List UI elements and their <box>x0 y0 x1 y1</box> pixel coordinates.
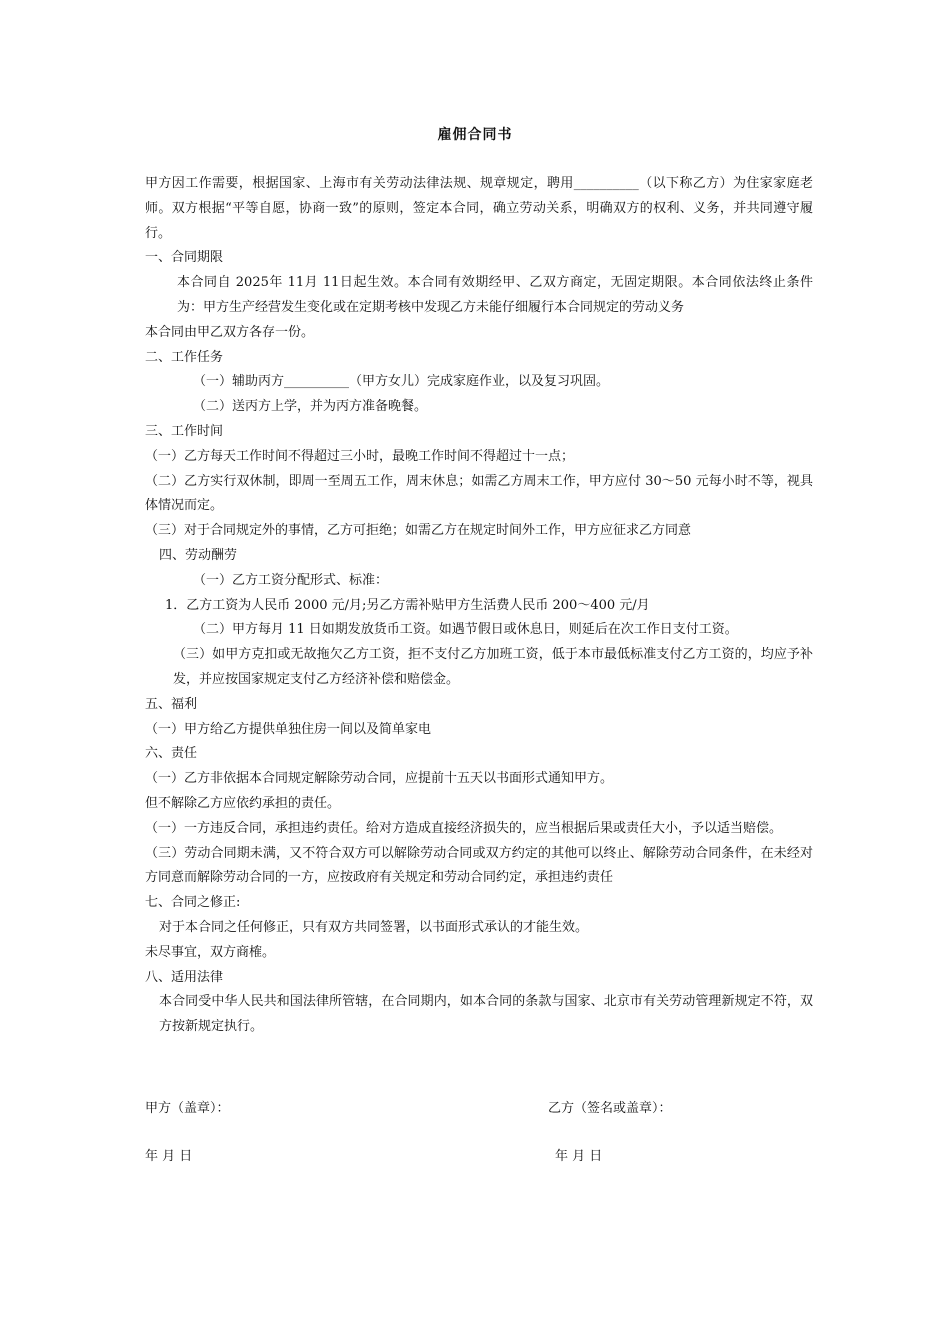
section-7-clause: 未尽事宜，双方商榷。 <box>145 944 276 960</box>
section-3-heading: 三、工作时间 <box>145 423 224 439</box>
section-4-heading: 四、劳动酬劳 <box>159 547 238 563</box>
section-4-clause: （二）甲方每月 11 日如期发放货币工资。如遇节假日或休息日，则延后在次工作日支付工资。 <box>193 622 738 638</box>
party-a-date: 年 月 日 <box>145 1149 193 1164</box>
section-3-clause: （二）乙方实行双休制，即周一至周五工作，周末休息；如需乙方周末工作，甲方应付 30～50 元每小时不等，视具体情况而定。 <box>145 473 813 514</box>
section-7-clause: 对于本合同之任何修正，只有双方共同签署，以书面形式承认的才能生效。 <box>159 919 589 935</box>
section-6-heading: 六、责任 <box>145 746 198 762</box>
section-1-paragraph: 本合同由甲乙双方各存一份。 <box>145 324 315 340</box>
section-8-heading: 八、适用法律 <box>145 969 224 985</box>
section-2-clause: （二）送丙方上学，并为丙方准备晚餐。 <box>193 399 428 415</box>
section-4-clause: 1．乙方工资为人民币 2000 元/月;另乙方需补贴甲方生活费人民币 200～400 元/月 <box>165 597 650 613</box>
party-a-seal-label: 甲方（盖章）： <box>145 1101 230 1116</box>
section-6-clause: （三）劳动合同期未满，又不符合双方可以解除劳动合同或双方约定的其他可以终止、解除劳动合同条件，在未经对方同意而解除劳动合同的一方，应按政府有关规定和劳动合同约定，承担违约责任 <box>145 845 813 886</box>
section-6-clause: （一）乙方非依据本合同规定解除劳动合同，应提前十五天以书面形式通知甲方。 <box>145 771 614 787</box>
section-5-clause: （一）甲方给乙方提供单独住房一间以及简单家电 <box>145 721 432 737</box>
section-4-clause: （一）乙方工资分配形式、标准： <box>193 572 389 588</box>
section-4-clause: （三）如甲方克扣或无故拖欠乙方工资，拒不支付乙方加班工资，低于本市最低标准支付乙方工资的，均应予补发，并应按国家规定支付乙方经济补偿和赔偿金。 <box>173 647 813 687</box>
section-1-paragraph: 本合同自 2025年 11月 11日起生效。本合同有效期经甲、乙双方商定，无固定期限。本合同依法终止条件为：甲方生产经营发生变化或在定期考核中发现乙方未能仔细履行本合同规定的劳动义务 <box>177 275 813 315</box>
section-8-clause: 本合同受中华人民共和国法律所管辖，在合同期内，如本合同的条款与国家、北京市有关劳动管理新规定不符，双方按新规定执行。 <box>159 994 813 1035</box>
section-2-clause: （一）辅助丙方__________（甲方女儿）完成家庭作业，以及复习巩固。 <box>193 374 610 390</box>
section-7-heading: 七、合同之修正: <box>145 895 241 911</box>
intro-paragraph: 甲方因工作需要，根据国家、上海市有关劳动法律法规、规章规定，聘用__________（以下称乙方）为住家家庭老师。双方根据“平等自愿，协商一致”的原则，签定本合同，确立劳动关系，明确双方的权利、义务，并共同遵守履行。 <box>145 176 813 241</box>
section-6-clause: （一）一方违反合同，承担违约责任。给对方造成直接经济损失的，应当根据后果或责任大小，予以适当赔偿。 <box>145 820 783 836</box>
party-b-signature-label: 乙方（签名或盖章）： <box>548 1101 672 1116</box>
section-2-heading: 二、工作任务 <box>145 349 224 365</box>
section-5-heading: 五、福利 <box>145 696 198 712</box>
document-title: 雇佣合同书 <box>437 127 513 143</box>
section-3-clause: （一）乙方每天工作时间不得超过三小时，最晚工作时间不得超过十一点； <box>145 448 575 464</box>
contract-body <box>145 172 813 1040</box>
section-1-heading: 一、合同期限 <box>145 250 224 266</box>
section-3-clause: （三）对于合同规定外的事情，乙方可拒绝；如需乙方在规定时间外工作，甲方应征求乙方同意 <box>145 523 692 539</box>
party-b-date: 年 月 日 <box>555 1149 603 1164</box>
section-6-clause: 但不解除乙方应依约承担的责任。 <box>145 795 341 811</box>
